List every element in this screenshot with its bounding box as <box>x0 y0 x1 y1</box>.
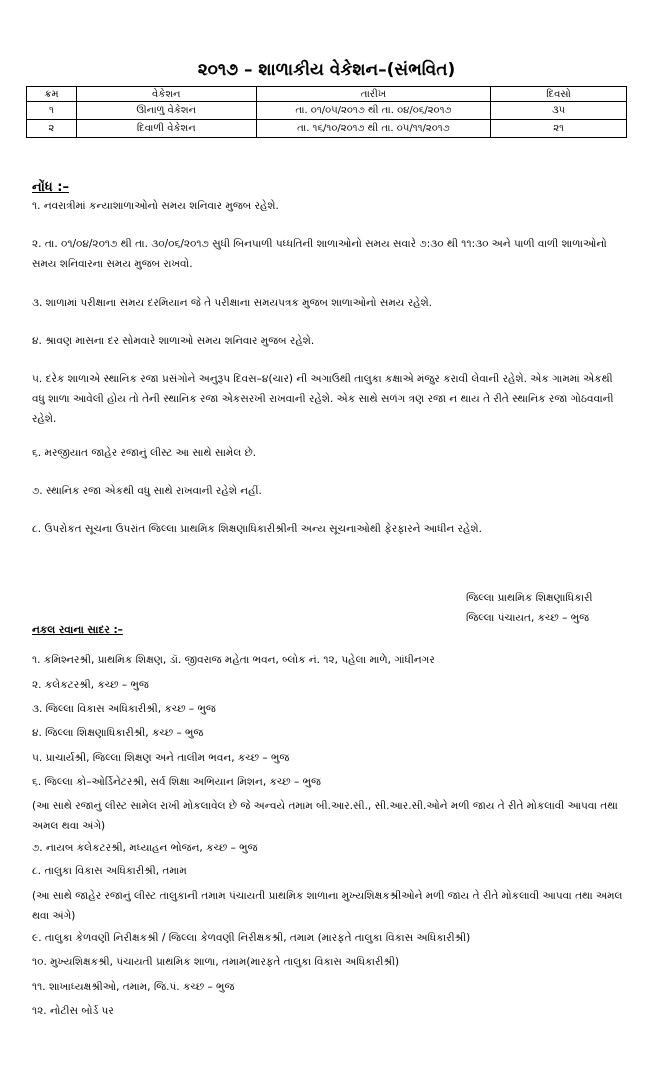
note-item: ૮. ઉપરોકત સૂચના ઉપરાંત જિલ્લા પ્રાથમિક શિક્ષણાધિકારીશ્રીની અન્ય સૂચનાઓથી ફેરફારને આધીન રહેશે. <box>32 523 482 535</box>
header-date: તારીખ <box>256 87 491 102</box>
cell-vacation: દિવાળી વેકેશન <box>76 120 256 138</box>
copy-item: ૩. જિલ્લા વિકાસ અધિકારીશ્રી, કચ્છ – ભુજ <box>32 703 216 715</box>
cell-date: તા. ૦૧/૦૫/૨૦૧૭ થી તા. ૦૪/૦૬/૨૦૧૭ <box>256 102 491 120</box>
copy-heading: નકલ રવાના સાદર :– <box>32 624 123 636</box>
copy-item: ૫. પ્રાચાર્યશ્રી, જિલ્લા શિક્ષણ અને તાલીમ ભવન, કચ્છ – ભુજ <box>32 752 290 764</box>
document-title: ૨૦૧૭ – શાળાકીય વેકેશન–(સંભવિત) <box>197 60 456 80</box>
copy-item: ૧. કમિશ્નરશ્રી, પ્રાથમિક શિક્ષણ, ડૉ. જીવરાજ મહેતા ભવન, બ્લોક નં. ૧૨, પહેલા માળે, ગાંધીનગર <box>32 654 435 666</box>
copy-item: ૧૧. શાખાધ્યક્ષશ્રીઓ, તમામ, જિ.પં. કચ્છ – ભુજ <box>32 981 235 993</box>
cell-serial: ૧ <box>27 102 77 120</box>
table-header-row <box>27 87 627 102</box>
copy-item: ૧૨. નોટીસ બોર્ડ પર <box>32 1005 114 1017</box>
copy-item: ૬. જિલ્લા કો–ઓર્ડિનેટરશ્રી, સર્વ શિક્ષા અભિયાન મિશન, કચ્છ – ભુજ <box>32 776 321 788</box>
header-days: દિવસો <box>491 87 627 102</box>
cell-date: તા. ૧૬/૧૦/૨૦૧૭ થી તા. ૦૫/૧૧/૨૦૧૭ <box>256 120 491 138</box>
note-item: ૪. શ્રાવણ માસના દર સોમવારે શાળાઓ સમય શનિવાર મુજબ રહેશે. <box>32 335 315 347</box>
cell-days: ૨૧ <box>491 120 627 138</box>
signature-designation: જિલ્લા પ્રાથમિક શિક્ષણાધિકારી <box>466 592 593 604</box>
table-row <box>27 120 627 138</box>
copy-item: ૮. તાલુકા વિકાસ અધિકારીશ્રી, તમામ <box>32 865 187 877</box>
header-serial: ક્રમ <box>27 87 77 102</box>
vacation-table <box>26 86 627 138</box>
copy-item: ૨. કલેકટરશ્રી, કચ્છ – ભુજ <box>32 679 149 691</box>
copy-note: (આ સાથે જાહેર રજાનું લીસ્ટ તાલુકાની તમામ પંચાયતી પ્રાથમિક શાળાના મુખ્યશિક્ષકશ્રીઓને મળી જાય તે રીતે મોકલાવી આપવા તથા અમલ થવા અંગે) <box>32 890 623 922</box>
cell-vacation: ઊનાળુ વેકેશન <box>76 102 256 120</box>
copy-item: ૧૦. મુખ્યશિક્ષકશ્રી, પંચાયતી પ્રાથમિક શાળા, તમામ(મારફતે તાલુકા વિકાસ અધિકારીશ્રી) <box>32 956 400 968</box>
cell-serial: ૨ <box>27 120 77 138</box>
note-item: ૭. સ્થાનિક રજા એકથી વધુ સાથે રાખવાની રહેશે નહીં. <box>32 485 262 497</box>
cell-days: ૩૫ <box>491 102 627 120</box>
table-row <box>27 102 627 120</box>
note-item: ૬. મરજીયાત જાહેર રજાનું લીસ્ટ આ સાથે સામેલ છે. <box>32 447 257 459</box>
copy-note: (આ સાથે રજાનું લીસ્ટ સામેલ રાખી મોકલાવેલ છે જે અન્વયે તમામ બી.આર.સી., સી.આર.સી.ઓને મળી જાય તે રીતે મોકલાવી આપવા તથા અમલ થવા અંગે) <box>32 800 618 832</box>
note-item: ૧. નવરાત્રીમાં કન્યાશાળાઓનો સમય શનિવાર મુજબ રહેશે. <box>32 200 279 212</box>
notes-heading: નોંધ :– <box>32 180 69 195</box>
signature-office: જિલ્લા પંચાયત, કચ્છ – ભુજ <box>466 612 590 624</box>
header-vacation: વેકેશન <box>76 87 256 102</box>
copy-item: ૪. જિલ્લા શિક્ષણાધિકારીશ્રી, કચ્છ – ભુજ <box>32 727 204 739</box>
note-item: ૩. શાળામાં પરીક્ષાના સમય દરમિયાન જે તે પરીક્ષાના સમયપત્રક મુજબ શાળાઓનો સમય રહેશે. <box>32 297 433 309</box>
note-item: ૨. તા. ૦૧/૦૪/૨૦૧૭ થી તા. ૩૦/૦૬/૨૦૧૭ સુધી બિનપાળી પધ્ધતિની શાળાઓનો સમય સવારે ૭:૩૦ થી ૧૧:૩૦ અને પાળી વાળી શાળાઓનો સમય શનિવારના સમય મુજબ રાખવો. <box>32 238 607 270</box>
note-item: ૫. દરેક શાળાએ સ્થાનિક રજા પ્રસંગોને અનુરૂપ દિવસ–૪(ચાર) ની અગાઉથી તાલુકા કક્ષાએ મંજુર કરાવી લેવાની રહેશે. એક ગામમાં એકથી વધુ શાળા આવેલી હોય તો તેની સ્થાનિક રજા એકસરખી રાખવાની રહેશે. એક સાથે સળંગ ત્રણ રજા ન થાય તે રીતે સ્થાનિક રજા ગોઠવવાની રહેશે. <box>32 373 614 425</box>
copy-item: ૯. તાલુકા કેળવણી નિરીક્ષકશ્રી / જિલ્લા કેળવણી નિરીક્ષકશ્રી, તમામ (મારફતે તાલુકા વિકાસ અધિકારીશ્રી) <box>32 932 471 944</box>
copy-item: ૭. નાયબ કલેકટરશ્રી, મધ્યાહન ભોજન, કચ્છ – ભુજ <box>32 842 258 854</box>
